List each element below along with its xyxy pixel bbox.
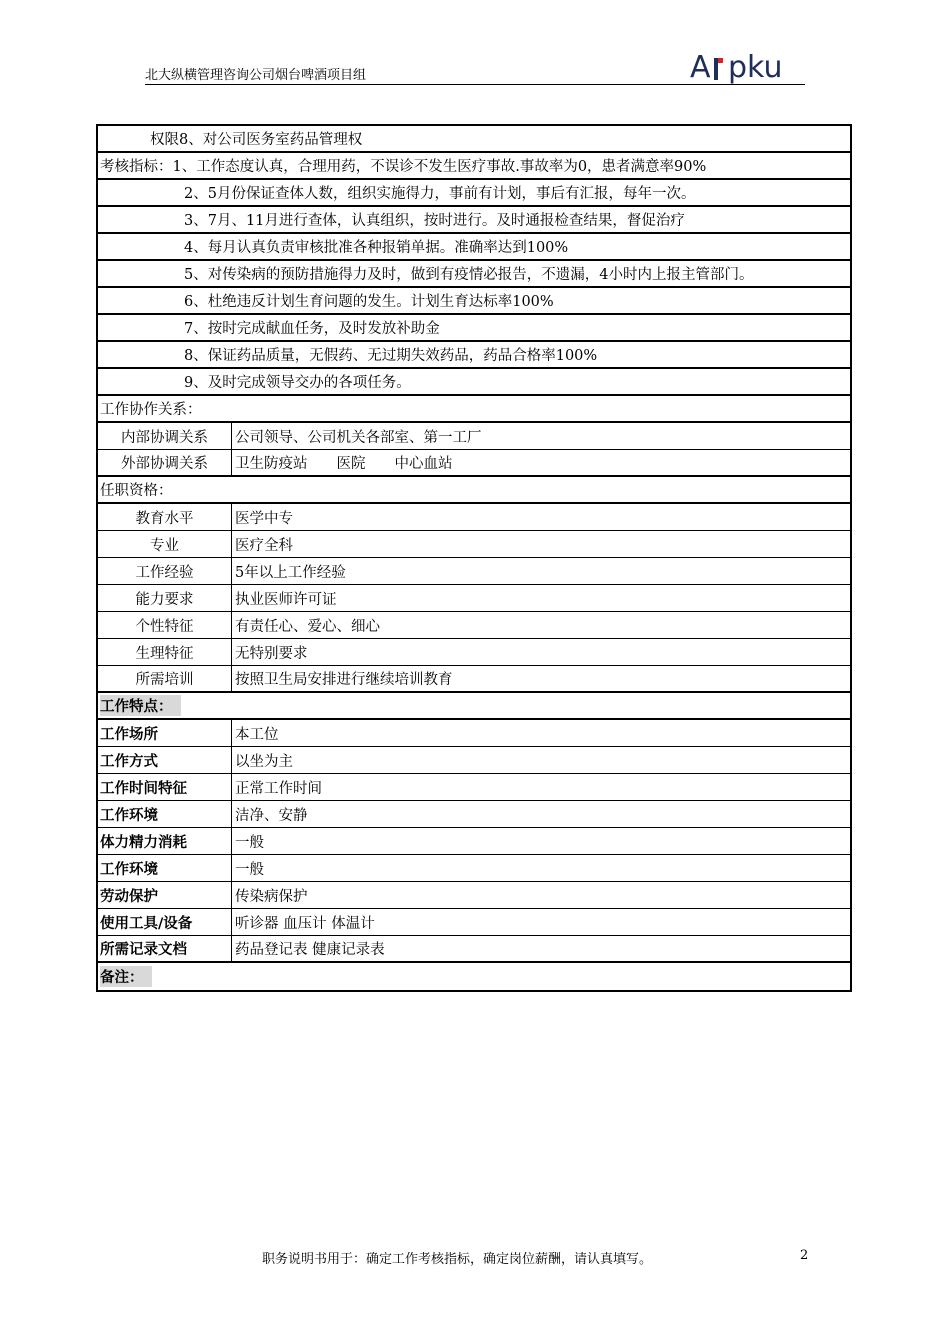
kpi-row-4 bbox=[98, 234, 850, 261]
kpi-row-7 bbox=[98, 315, 850, 342]
footer-note: 职务说明书用于：确定工作考核指标，确定岗位薪酬，请认真填写。 bbox=[262, 1252, 653, 1267]
kpi-row-9 bbox=[98, 369, 850, 396]
qualifications-heading-row bbox=[98, 477, 850, 504]
logo-letters-pku: pku bbox=[728, 50, 783, 85]
qualification-value: 有责任心、爱心、细心 bbox=[235, 618, 380, 635]
kpi-text-2: 2、5月份保证查体人数，组织实施得力，事前有计划，事后有汇报，每年一次。 bbox=[184, 186, 696, 202]
header-rule bbox=[145, 84, 805, 85]
collaboration-heading-row bbox=[98, 396, 850, 423]
feature-label: 工作时间特征 bbox=[98, 774, 232, 800]
kpi-text-8: 8、保证药品质量，无假药、无过期失效药品，药品合格率100% bbox=[184, 348, 598, 364]
feature-label: 劳动保护 bbox=[98, 882, 232, 908]
logo-mark-icon bbox=[712, 58, 722, 80]
qualification-label: 生理特征 bbox=[98, 639, 232, 665]
qualification-row bbox=[98, 666, 850, 693]
feature-value: 一般 bbox=[235, 834, 264, 851]
qualification-label: 所需培训 bbox=[98, 666, 232, 691]
feature-row bbox=[98, 909, 850, 936]
kpi-text-3: 3、7月、11月进行查体，认真组织，按时进行。及时通报检查结果，督促治疗 bbox=[184, 213, 685, 229]
external-relation-row bbox=[98, 450, 850, 477]
kpi-text-5: 5、对传染病的预防措施得力及时，做到有疫情必报告，不遗漏，4小时内上报主管部门。 bbox=[184, 267, 754, 283]
feature-label: 使用工具/设备 bbox=[98, 909, 232, 935]
kpi-text-6: 6、杜绝违反计划生育问题的发生。计划生育达标率100% bbox=[184, 294, 554, 310]
feature-value: 一般 bbox=[235, 861, 264, 878]
qualification-value: 医学中专 bbox=[235, 510, 293, 527]
internal-relation-value: 公司领导、公司机关各部室、第一工厂 bbox=[235, 429, 482, 446]
header-title: 北大纵横管理咨询公司烟台啤酒项目组 bbox=[145, 68, 367, 83]
qualification-row bbox=[98, 585, 850, 612]
collaboration-heading: 工作协作关系： bbox=[100, 402, 202, 418]
kpi-row-3 bbox=[98, 207, 850, 234]
feature-value: 以坐为主 bbox=[235, 753, 293, 770]
internal-relation-label: 内部协调关系 bbox=[98, 423, 232, 449]
kpi-text-9: 9、及时完成领导交办的各项任务。 bbox=[184, 375, 411, 391]
qualification-value: 无特别要求 bbox=[235, 645, 308, 662]
feature-label: 体力精力消耗 bbox=[98, 828, 232, 854]
logo-letter-a: A bbox=[690, 50, 711, 85]
kpi-text-7: 7、按时完成献血任务，及时发放补助金 bbox=[184, 321, 440, 337]
external-relation-value: 卫生防疫站 医院 中心血站 bbox=[235, 456, 453, 472]
feature-row bbox=[98, 855, 850, 882]
qualification-label: 个性特征 bbox=[98, 612, 232, 638]
feature-row bbox=[98, 720, 850, 747]
remarks-row bbox=[98, 963, 850, 990]
feature-row bbox=[98, 936, 850, 963]
feature-row bbox=[98, 747, 850, 774]
job-description-table bbox=[96, 124, 852, 992]
features-heading: 工作特点： bbox=[100, 695, 181, 716]
qualifications-heading: 任职资格： bbox=[100, 483, 173, 499]
feature-row bbox=[98, 801, 850, 828]
feature-value: 听诊器 血压计 体温计 bbox=[235, 915, 375, 932]
feature-label: 工作场所 bbox=[98, 720, 232, 746]
kpi-row-8 bbox=[98, 342, 850, 369]
qualification-value: 执业医师许可证 bbox=[235, 591, 337, 608]
authority-row bbox=[98, 126, 850, 153]
feature-label: 工作环境 bbox=[98, 801, 232, 827]
features-heading-row bbox=[98, 693, 850, 720]
kpi-text-1: 考核指标：1、工作态度认真，合理用药，不误诊不发生医疗事故.事故率为0，患者满意率90% bbox=[100, 159, 707, 175]
external-relation-label: 外部协调关系 bbox=[98, 450, 232, 475]
qualification-value: 5年以上工作经验 bbox=[235, 564, 346, 581]
feature-row bbox=[98, 828, 850, 855]
qualification-row bbox=[98, 504, 850, 531]
qualification-value: 按照卫生局安排进行继续培训教育 bbox=[235, 672, 453, 688]
feature-value: 正常工作时间 bbox=[235, 780, 322, 797]
feature-label: 所需记录文档 bbox=[98, 936, 232, 961]
qualification-label: 教育水平 bbox=[98, 504, 232, 530]
qualification-row bbox=[98, 558, 850, 585]
qualification-label: 工作经验 bbox=[98, 558, 232, 584]
feature-value: 本工位 bbox=[235, 726, 279, 743]
qualification-label: 能力要求 bbox=[98, 585, 232, 611]
feature-row bbox=[98, 774, 850, 801]
kpi-row-6 bbox=[98, 288, 850, 315]
feature-value: 洁净、安静 bbox=[235, 807, 308, 824]
authority-text: 权限8、对公司医务室药品管理权 bbox=[150, 132, 363, 148]
kpi-row-1 bbox=[98, 153, 850, 180]
feature-value: 药品登记表 健康记录表 bbox=[235, 942, 385, 958]
qualification-row bbox=[98, 531, 850, 558]
remarks-heading: 备注： bbox=[100, 966, 152, 987]
kpi-row-5 bbox=[98, 261, 850, 288]
qualification-row bbox=[98, 639, 850, 666]
page-number: 2 bbox=[800, 1248, 809, 1263]
qualification-row bbox=[98, 612, 850, 639]
feature-label: 工作方式 bbox=[98, 747, 232, 773]
kpi-row-2 bbox=[98, 180, 850, 207]
internal-relation-row bbox=[98, 423, 850, 450]
kpi-text-4: 4、每月认真负责审核批准各种报销单据。准确率达到100% bbox=[184, 240, 569, 256]
qualification-label: 专业 bbox=[98, 531, 232, 557]
feature-row bbox=[98, 882, 850, 909]
company-logo bbox=[690, 52, 808, 86]
qualification-value: 医疗全科 bbox=[235, 537, 293, 554]
feature-value: 传染病保护 bbox=[235, 888, 308, 905]
feature-label: 工作环境 bbox=[98, 855, 232, 881]
